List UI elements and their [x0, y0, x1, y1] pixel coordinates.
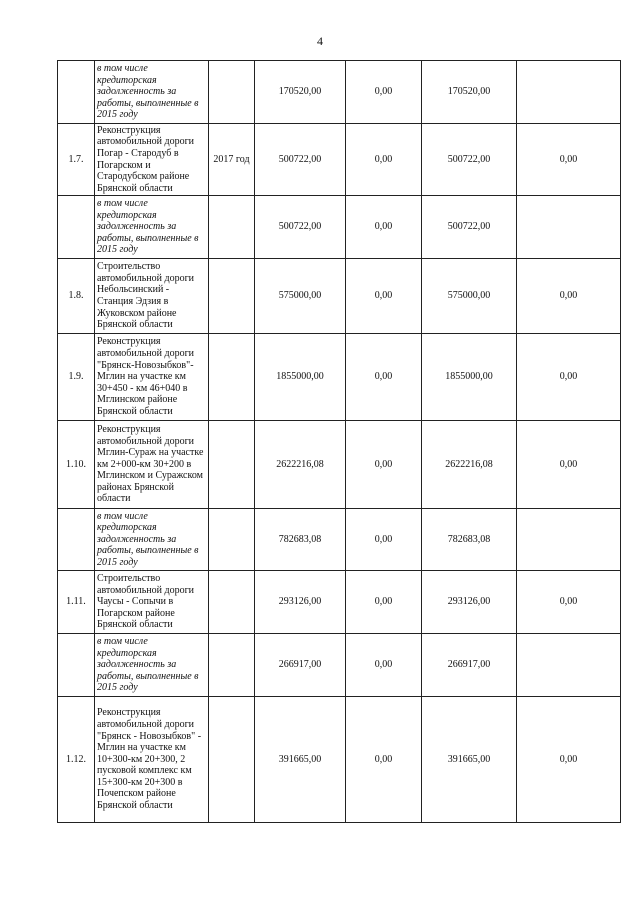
- object-description: в том числе кредиторская задолженность за работы, выполненные в 2015 году: [95, 634, 209, 697]
- row-number: 1.7.: [58, 124, 95, 196]
- table-row: [58, 697, 621, 823]
- object-description: в том числе кредиторская задолженность за работы, выполненные в 2015 году: [95, 61, 209, 124]
- row-number: 1.8.: [58, 259, 95, 334]
- row-number: 1.10.: [58, 421, 95, 509]
- row-number: [58, 196, 95, 259]
- amount-col-2: 2622216,08: [422, 421, 517, 509]
- amount-col-2: 782683,08: [422, 509, 517, 571]
- amount-col-2: 391665,00: [422, 697, 517, 823]
- amount-col-1: 0,00: [346, 697, 422, 823]
- amount-col-1: 0,00: [346, 571, 422, 634]
- total-amount: 500722,00: [255, 124, 346, 196]
- amount-col-1: 0,00: [346, 61, 422, 124]
- row-number: [58, 634, 95, 697]
- object-description: Реконструкция автомобильной дороги "Брянск - Новозыбков" - Мглин на участке км 10+300-км 20+300, 2 пусковой комплекс км 15+300-км 20+300 в Почепском районе Брянской области: [95, 697, 209, 823]
- total-amount: 2622216,08: [255, 421, 346, 509]
- total-amount: 266917,00: [255, 634, 346, 697]
- amount-col-3: 0,00: [517, 334, 621, 421]
- amount-col-3: 0,00: [517, 259, 621, 334]
- table-row: [58, 259, 621, 334]
- amount-col-3: 0,00: [517, 697, 621, 823]
- year-cell: [209, 697, 255, 823]
- year-cell: [209, 196, 255, 259]
- budget-table: [57, 60, 621, 823]
- year-cell: [209, 571, 255, 634]
- total-amount: 170520,00: [255, 61, 346, 124]
- row-number: [58, 61, 95, 124]
- object-description: Реконструкция автомобильной дороги Мглин-Сураж на участке км 2+000-км 30+200 в Мглинском и Суражском районах Брянской области: [95, 421, 209, 509]
- year-cell: [209, 421, 255, 509]
- amount-col-2: 575000,00: [422, 259, 517, 334]
- amount-col-2: 170520,00: [422, 61, 517, 124]
- amount-col-2: 1855000,00: [422, 334, 517, 421]
- amount-col-3: [517, 509, 621, 571]
- total-amount: 782683,08: [255, 509, 346, 571]
- row-number: 1.12.: [58, 697, 95, 823]
- object-description: в том числе кредиторская задолженность за работы, выполненные в 2015 году: [95, 196, 209, 259]
- amount-col-3: 0,00: [517, 124, 621, 196]
- amount-col-1: 0,00: [346, 124, 422, 196]
- object-description: Реконструкция автомобильной дороги "Брянск-Новозыбков"- Мглин на участке км 30+450 - км 46+040 в Мглинском районе Брянской области: [95, 334, 209, 421]
- table-row: [58, 571, 621, 634]
- year-cell: [209, 509, 255, 571]
- row-number: 1.11.: [58, 571, 95, 634]
- amount-col-1: 0,00: [346, 334, 422, 421]
- page-number: 4: [317, 34, 323, 48]
- table-row: [58, 61, 621, 124]
- object-description: Строительство автомобильной дороги Чаусы - Сопычи в Погарском районе Брянской области: [95, 571, 209, 634]
- amount-col-1: 0,00: [346, 259, 422, 334]
- total-amount: 391665,00: [255, 697, 346, 823]
- year-cell: [209, 61, 255, 124]
- amount-col-3: [517, 634, 621, 697]
- row-number: 1.9.: [58, 334, 95, 421]
- table-row: [58, 334, 621, 421]
- amount-col-2: 266917,00: [422, 634, 517, 697]
- amount-col-3: 0,00: [517, 571, 621, 634]
- amount-col-3: [517, 196, 621, 259]
- table-row: [58, 124, 621, 196]
- amount-col-3: [517, 61, 621, 124]
- total-amount: 500722,00: [255, 196, 346, 259]
- year-cell: [209, 334, 255, 421]
- amount-col-1: 0,00: [346, 634, 422, 697]
- table-row: [58, 509, 621, 571]
- amount-col-1: 0,00: [346, 421, 422, 509]
- amount-col-1: 0,00: [346, 509, 422, 571]
- amount-col-2: 500722,00: [422, 196, 517, 259]
- object-description: в том числе кредиторская задолженность за работы, выполненные в 2015 году: [95, 509, 209, 571]
- table-row: [58, 421, 621, 509]
- year-cell: [209, 634, 255, 697]
- total-amount: 1855000,00: [255, 334, 346, 421]
- object-description: Строительство автомобильной дороги Небольсинский - Станция Эдзия в Жуковском районе Брянской области: [95, 259, 209, 334]
- row-number: [58, 509, 95, 571]
- amount-col-3: 0,00: [517, 421, 621, 509]
- object-description: Реконструкция автомобильной дороги Погар - Стародуб в Погарском и Стародубском районе Брянской области: [95, 124, 209, 196]
- year-cell: [209, 259, 255, 334]
- year-cell: 2017 год: [209, 124, 255, 196]
- total-amount: 575000,00: [255, 259, 346, 334]
- amount-col-2: 500722,00: [422, 124, 517, 196]
- amount-col-1: 0,00: [346, 196, 422, 259]
- amount-col-2: 293126,00: [422, 571, 517, 634]
- table-row: [58, 634, 621, 697]
- table-row: [58, 196, 621, 259]
- total-amount: 293126,00: [255, 571, 346, 634]
